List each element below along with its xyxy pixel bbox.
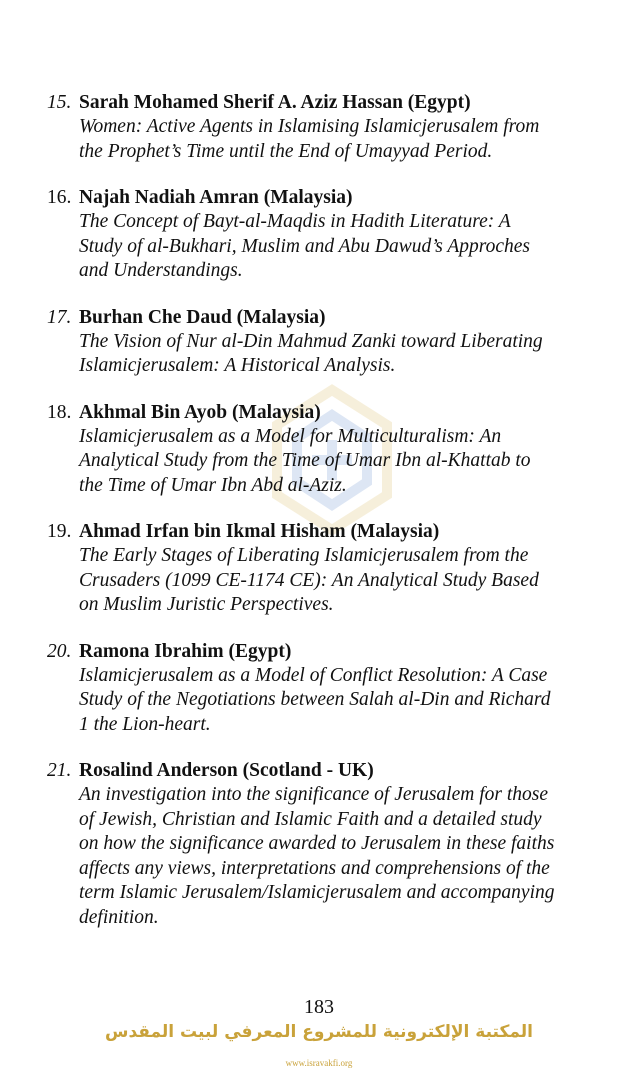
entry-name: Burhan Che Daud (Malaysia): [79, 306, 326, 328]
page-number: 183: [304, 996, 334, 1018]
entry-title-line: definition.: [79, 906, 159, 928]
list-item: [47, 520, 607, 618]
list-item: [47, 186, 607, 284]
entry-title-line: on how the significance awarded to Jerusalem in these faiths: [79, 833, 555, 854]
entry-title-line: Study of the Negotiations between Salah al-Din and Richard: [79, 689, 551, 710]
entry-title: [79, 330, 607, 379]
entry-title-line: of Jewish, Christian and Islamic Faith and a detailed study: [79, 808, 542, 830]
entry-title-line: The Concept of Bayt-al-Maqdis in Hadith Literature: A: [79, 211, 511, 232]
entry-title-line: the Time of Umar Ibn Abd al-Aziz.: [79, 474, 347, 496]
entry-title-line: The Early Stages of Liberating Islamicjerusalem from the: [79, 545, 529, 566]
entry-title-line: the Prophet’s Time until the End of Umayyad Period.: [79, 140, 493, 162]
entry-name: Sarah Mohamed Sherif A. Aziz Hassan (Egypt): [79, 92, 471, 113]
list-item: [47, 401, 607, 499]
entry-title-line: on Muslim Juristic Perspectives.: [79, 594, 334, 615]
entry-title-line: The Vision of Nur al-Din Mahmud Zanki toward Liberating: [79, 330, 543, 352]
entry-name: Rosalind Anderson (Scotland - UK): [79, 760, 374, 781]
entry-number: 19.: [47, 521, 72, 542]
entry-name: Ramona Ibrahim (Egypt): [79, 640, 292, 662]
entry-title-line: Crusaders (1099 CE-1174 CE): An Analytical Study Based: [79, 569, 539, 591]
entry-number: 17.: [47, 306, 72, 328]
entry-number: 16.: [47, 187, 72, 208]
entry-number: 18.: [47, 401, 72, 423]
entry-title-line: term Islamic Jerusalem/Islamicjerusalem and accompanying: [79, 882, 555, 903]
entry-title-line: affects any views, interpretations and comprehensions of the: [79, 857, 550, 879]
entry-title: [79, 783, 607, 930]
entry-number: 15.: [47, 92, 72, 113]
entry-name: Ahmad Irfan bin Ikmal Hisham (Malaysia): [79, 521, 440, 542]
list-item: [47, 91, 607, 164]
entry-name: Najah Nadiah Amran (Malaysia): [79, 187, 353, 208]
entry-title: [79, 115, 607, 164]
entry-title: [79, 664, 607, 738]
entry-list: [47, 91, 607, 952]
entry-title: [79, 425, 607, 499]
entry-title-line: 1 the Lion-heart.: [79, 713, 211, 735]
entry-title-line: Analytical Study from the Time of Umar Ibn al-Khattab to: [79, 450, 531, 471]
entry-title-line: and Understandings.: [79, 260, 243, 281]
list-item: [47, 306, 607, 379]
entry-name: Akhmal Bin Ayob (Malaysia): [79, 401, 321, 423]
footer-url[interactable]: www.isravakfi.org: [285, 1058, 353, 1068]
entry-title-line: Islamicjerusalem: A Historical Analysis.: [79, 355, 396, 376]
entry-title-line: An investigation into the significance of Jerusalem for those: [79, 784, 549, 805]
entry-title-line: Study of al-Bukhari, Muslim and Abu Dawud’s Approches: [79, 235, 531, 257]
entry-title-line: Islamicjerusalem as a Model for Multiculturalism: An: [79, 425, 502, 447]
footer-library-name: المكتبة الإلكترونية للمشروع المعرفي لبيت المقدس: [104, 1022, 533, 1042]
entry-number: 20.: [47, 640, 72, 662]
entry-title-line: Islamicjerusalem as a Model of Conflict Resolution: A Case: [79, 664, 548, 686]
entry-number: 21.: [47, 760, 72, 781]
entry-title: [79, 210, 607, 284]
entry-title: [79, 544, 607, 618]
entry-title-line: Women: Active Agents in Islamising Islamicjerusalem from: [79, 116, 540, 137]
list-item: [47, 640, 607, 738]
list-item: [47, 759, 607, 930]
